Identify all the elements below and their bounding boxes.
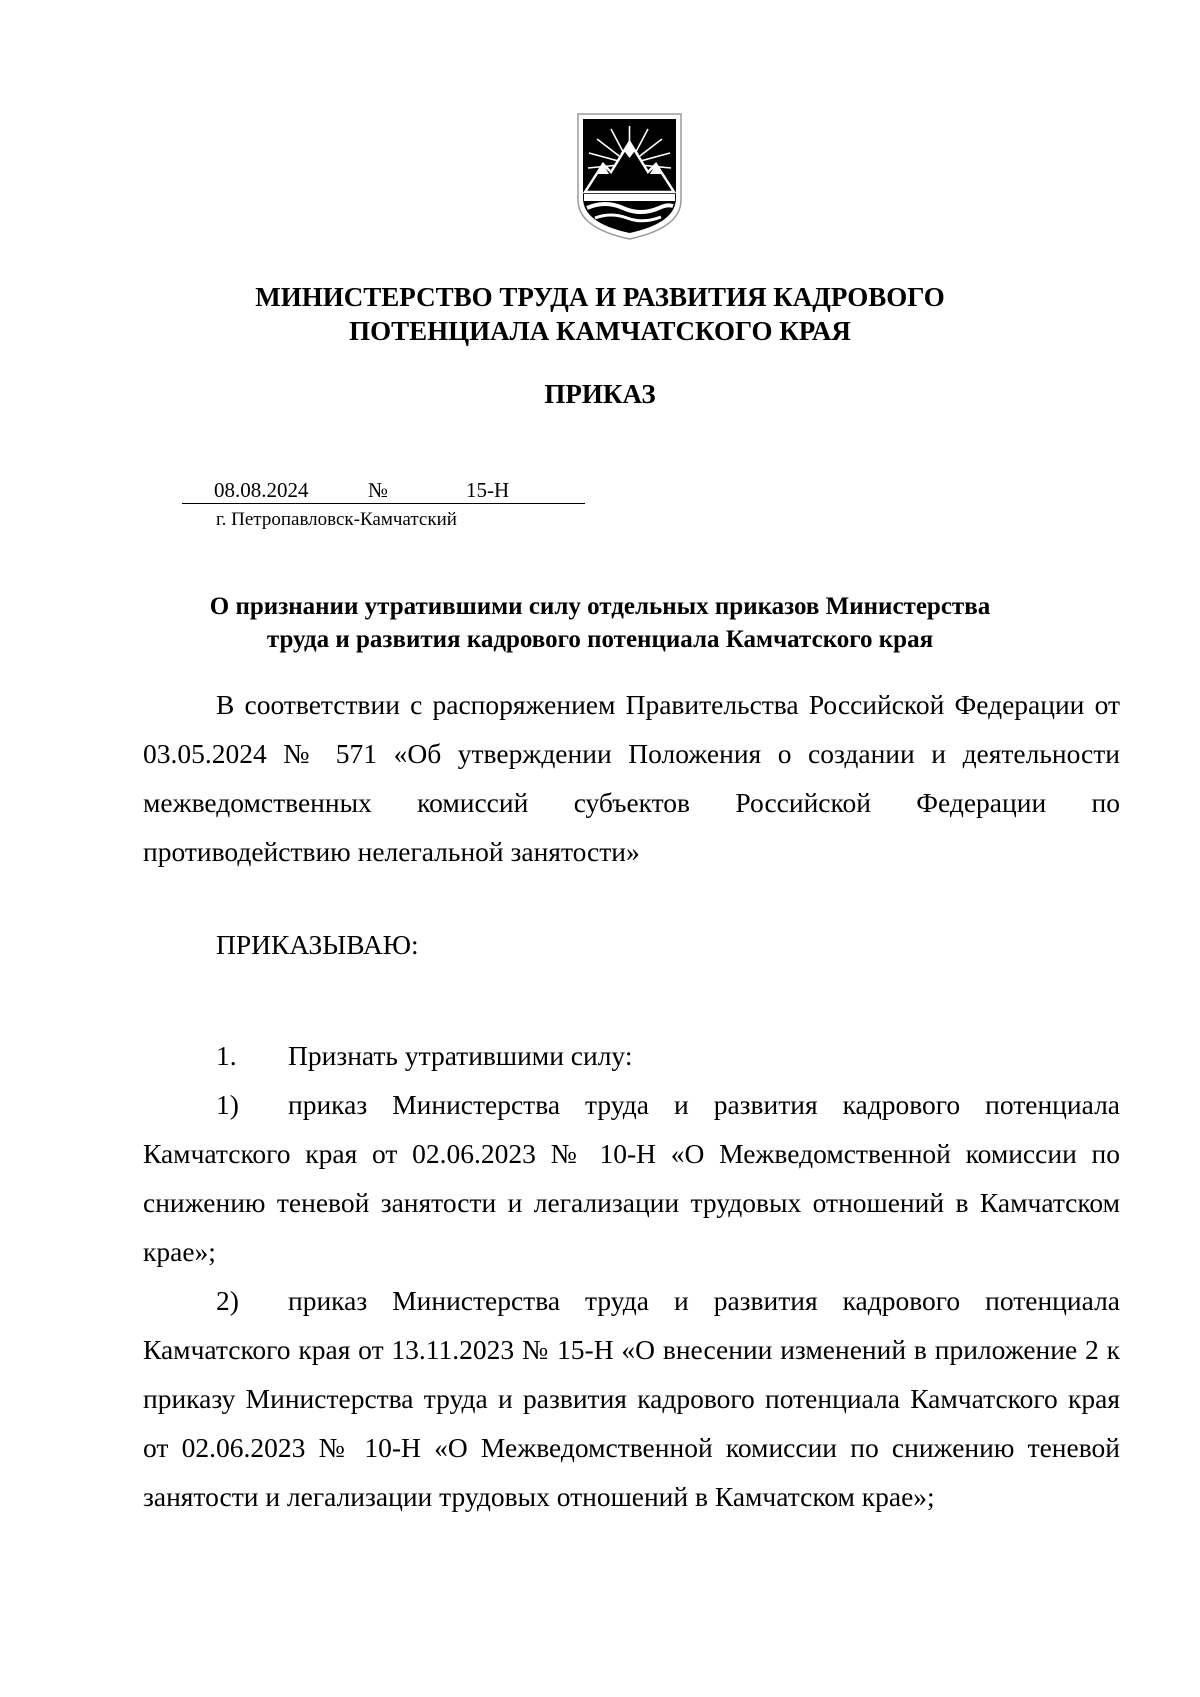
sub-item-text: приказ Министерства труда и развития кадрового потенциала Камчатского края от 13.11.2023 № 15-Н «О внесении изменений в приложение 2 к приказу Министерства труда и развития кадрового потенциала Камчатского края от 02.06.2023 № 10-Н «О Межведомственной комиссии по снижению теневой занятости и легализации трудовых отношений в Камчатском крае»; [143,1285,1120,1512]
number-sign: № [368,478,389,502]
sub-item-number: 2) [216,1285,239,1316]
registration-line [182,477,585,504]
item-text: Признать утратившими силу: [288,1040,633,1071]
organization-name-line-1: МИНИСТЕРСТВО ТРУДА И РАЗВИТИЯ КАДРОВОГО [255,282,945,312]
sub-item-2 [143,1276,1120,1521]
document-subject [150,590,1050,656]
document-number: 15-Н [466,478,510,502]
sub-item-text: приказ Министерства труда и развития кадрового потенциала Камчатского края от 02.06.2023 № 10-Н «О Межведомственной комиссии по снижению теневой занятости и легализации трудовых отношений в Камчатском крае»; [143,1089,1120,1267]
document-type: ПРИКАЗ [544,379,656,409]
issue-city: г. Петропавловск-Камчатский [216,509,457,530]
kamchatka-coat-of-arms-icon [575,112,684,241]
item-number: 1. [216,1040,237,1071]
subject-line-1: О признании утратившими силу отдельных приказов Министерства [209,593,991,620]
basis-paragraph: В соответствии с распоряжением Правительства Российской Федерации от 03.05.2024 № 571 «Об утверждении Положения о создании и деятельности межведомственных комиссий субъектов Российской Федерации по противодействию нелегальной занятости» [143,689,1120,867]
organization-name-line-2: ПОТЕНЦИАЛА КАМЧАТСКОГО КРАЯ [349,316,851,346]
document-date: 08.08.2024 [214,478,309,502]
subject-line-2: труда и развития кадрового потенциала Камчатского края [266,626,934,653]
order-word: ПРИКАЗЫВАЮ: [216,929,419,960]
sub-item-number: 1) [216,1089,239,1120]
organization-name [150,280,1050,348]
sub-item-1 [143,1080,1120,1276]
